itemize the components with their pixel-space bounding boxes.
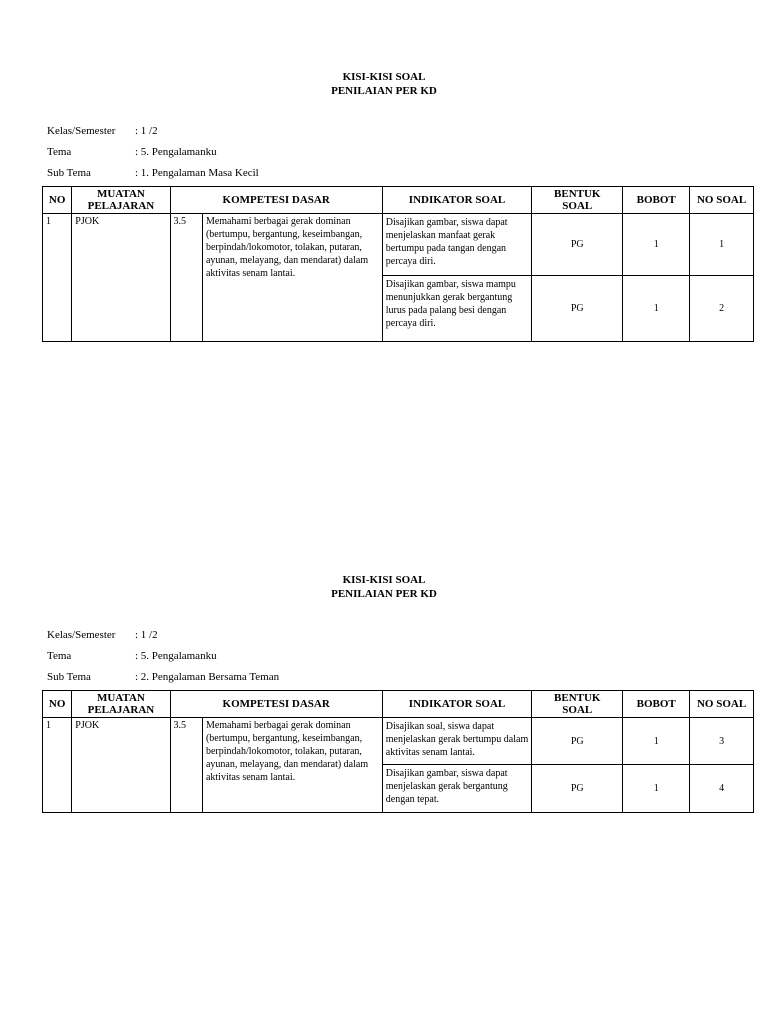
table-row [43,718,754,765]
header-no-soal: NO SOAL [690,691,754,718]
kisi-table [42,186,754,342]
table-row [43,214,754,276]
cell-kd-number: 3.5 [170,214,202,342]
header-bentuk-soal [532,187,623,214]
header-kompetensi-dasar: KOMPETESI DASAR [170,691,382,718]
header-indikator-soal: INDIKATOR SOAL [382,187,532,214]
cell-no-soal: 2 [690,276,754,342]
header-bentuk-soal [532,691,623,718]
header-kompetensi-dasar: KOMPETESI DASAR [170,187,382,214]
header-no: NO [43,691,72,718]
meta-value: : 1 /2 [135,125,158,137]
header-bentuk-line-1: BENTUK [554,692,601,704]
meta-label: Sub Tema [47,671,91,683]
header-bentuk-line-2: SOAL [562,200,593,212]
title-line-1: KISI-KISI SOAL [342,574,426,586]
meta-value: : 5. Pengalamanku [135,650,217,662]
cell-indikator: Disajikan soal, siswa dapat menjelaskan gerak bertumpu dalam aktivitas senam lantai. [382,718,532,765]
meta-label: Tema [47,146,72,158]
header-muatan-pelajaran [72,187,170,214]
cell-muatan: PJOK [72,718,170,813]
cell-indikator: Disajikan gambar, siswa mampu menunjukkan gerak bergantung lurus pada palang besi dengan percaya diri. [382,276,532,342]
meta-label: Kelas/Semester [47,629,116,641]
cell-bobot: 1 [623,214,690,276]
meta-value: : 1 /2 [135,629,158,641]
header-muatan-line-1: MUATAN [96,188,145,200]
cell-bobot: 1 [623,718,690,765]
cell-no-soal: 3 [690,718,754,765]
cell-kd-text: Memahami berbagai gerak dominan (bertumpu, bergantung, keseimbangan, berpindah/lokomotor, tolakan, putaran, ayunan, melayang, dan mendarat) dalam aktivitas senam lantai. [202,214,382,342]
header-muatan-line-2: PELAJARAN [87,200,155,212]
header-muatan-pelajaran [72,691,170,718]
title-line-2: PENILAIAN PER KD [331,85,437,97]
cell-bobot: 1 [623,765,690,813]
document-title [0,70,768,98]
header-bobot: BOBOT [623,691,690,718]
table-header-row [43,691,754,718]
cell-bobot: 1 [623,276,690,342]
cell-bentuk: PG [532,276,623,342]
header-bentuk-line-2: SOAL [562,704,593,716]
cell-no-soal: 4 [690,765,754,813]
header-bobot: BOBOT [623,187,690,214]
cell-kd-number: 3.5 [170,718,202,813]
cell-no: 1 [43,214,72,342]
cell-kd-text: Memahami berbagai gerak dominan (bertumpu, bergantung, keseimbangan, berpindah/lokomotor, tolakan, putaran, ayunan, melayang, dan mendarat) dalam aktivitas senam lantai. [202,718,382,813]
header-bentuk-line-1: BENTUK [554,188,601,200]
title-line-2: PENILAIAN PER KD [331,588,437,600]
cell-bentuk: PG [532,718,623,765]
header-muatan-line-1: MUATAN [96,692,145,704]
cell-indikator: Disajikan gambar, siswa dapat menjelaskan gerak bergantung dengan tepat. [382,765,532,813]
cell-no-soal: 1 [690,214,754,276]
cell-bentuk: PG [532,214,623,276]
meta-label: Tema [47,650,72,662]
title-line-1: KISI-KISI SOAL [342,71,426,83]
meta-label: Kelas/Semester [47,125,116,137]
header-muatan-line-2: PELAJARAN [87,704,155,716]
header-indikator-soal: INDIKATOR SOAL [382,691,532,718]
cell-bentuk: PG [532,765,623,813]
kisi-table [42,690,754,813]
table-header-row [43,187,754,214]
document-title [0,573,768,601]
meta-value: : 5. Pengalamanku [135,146,217,158]
meta-label: Sub Tema [47,167,91,179]
cell-no: 1 [43,718,72,813]
header-no-soal: NO SOAL [690,187,754,214]
cell-indikator: Disajikan gambar, siswa dapat menjelaskan manfaat gerak bertumpu pada tangan dengan percaya diri. [382,214,532,276]
meta-value: : 1. Pengalaman Masa Kecil [135,167,259,179]
cell-muatan: PJOK [72,214,170,342]
meta-value: : 2. Pengalaman Bersama Teman [135,671,280,683]
header-no: NO [43,187,72,214]
